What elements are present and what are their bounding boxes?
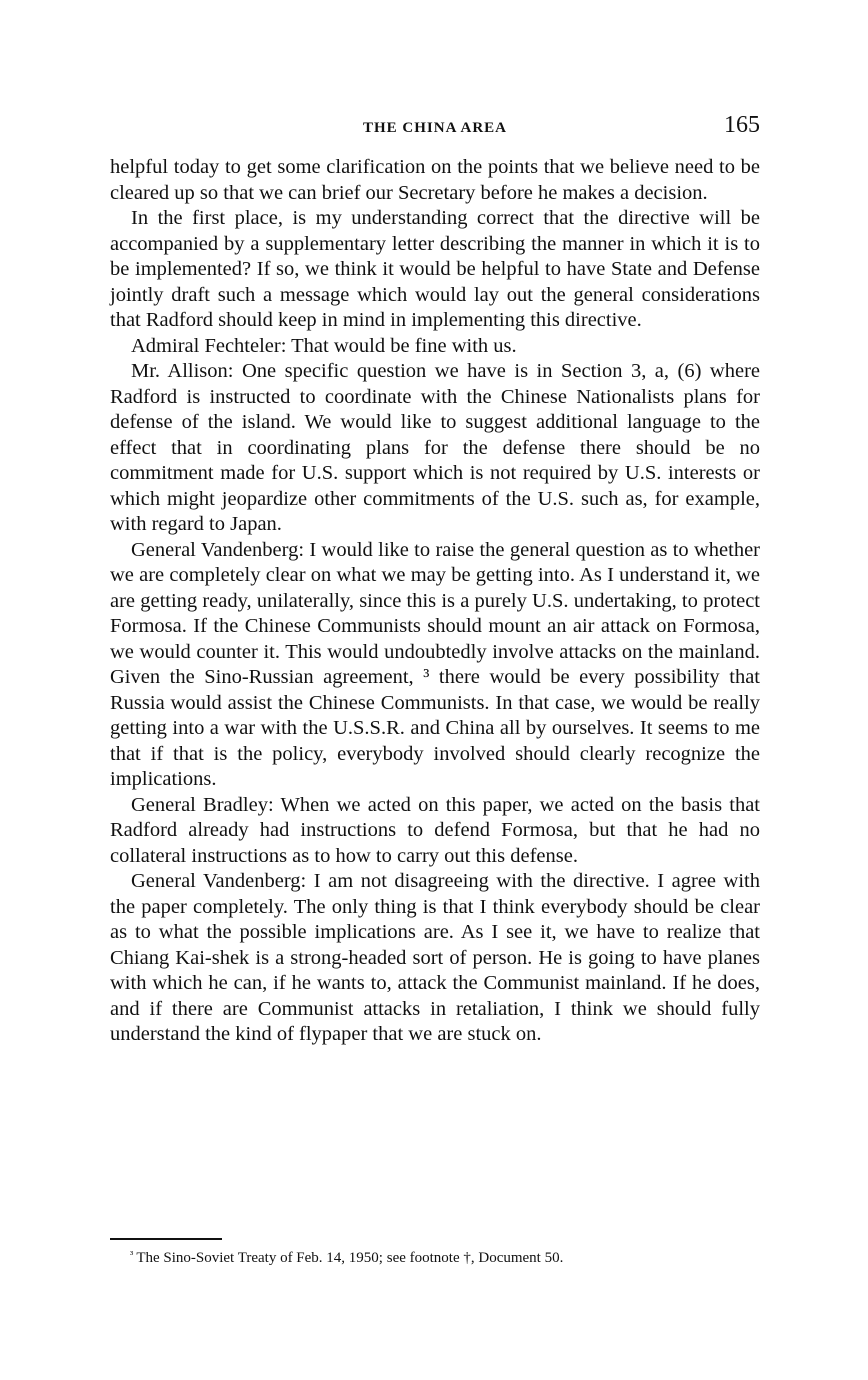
running-title: THE CHINA AREA: [362, 120, 508, 136]
paragraph-allison: Mr. Allison: One specific question we have is in Section 3, a, (6) where Radford is instructed to coordinate with the Chinese Nationalists plans for defense of the island. We would like to suggest additional language to the effect that in coordinating plans for the defense there should be no commitment made for U.S. support which is not required by U.S. interests or which might jeopardize other commitments of the U.S. such as, for example, with regard to Japan.: [110, 360, 760, 535]
page-number: 165: [724, 112, 760, 138]
running-header: [110, 112, 760, 144]
paragraph-vandenberg-implications: General Vandenberg: I am not disagreeing with the directive. I agree with the paper completely. The only thing is that I think everybody should be clear as to what the possible implications are. As I see it, we have to realize that Chiang Kai-shek is a strong-headed sort of person. He is going to have planes with which he can, if he wants to, attack the Communist mainland. If he does, and if there are Communist attacks in retaliation, I think we should fully understand the kind of flypaper that we are stuck on.: [110, 870, 760, 1045]
paragraph-vandenberg-question: General Vandenberg: I would like to raise the general question as to whether we are completely clear on what we may be getting into. As I understand it, we are getting ready, unilaterally, since this is a purely U.S. undertaking, to protect Formosa. If the Chinese Communists should mount an air attack on Formosa, we would counter it. This would undoubtedly involve attacks on the mainland. Given the Sino-Russian agreement, ³ there would be every possibility that Russia would assist the Chinese Communists. In that case, we would be really getting into a war with the U.S.S.R. and China all by ourselves. It seems to me that if that is the policy, everybody involved should clearly recognize the implications.: [110, 538, 760, 790]
paragraph-fechteler: Admiral Fechteler: That would be fine with us.: [131, 334, 517, 357]
footnote: [130, 1248, 760, 1269]
paragraph-bradley: General Bradley: When we acted on this paper, we acted on the basis that Radford already had instructions to defend Formosa, but that he had no collateral instructions as to how to carry out this defense.: [110, 793, 760, 867]
paragraph-implementation-letter: In the first place, is my understanding correct that the directive will be accompanied by a supplementary letter describing the manner in which it is to be implemented? If so, we think it would be helpful to have State and Defense jointly draft such a message which would lay out the general considerations that Radford should keep in mind in implementing this directive.: [110, 207, 760, 331]
footnote-marker: ³: [130, 1249, 134, 1261]
footnote-text: The Sino-Soviet Treaty of Feb. 14, 1950; see footnote †, Document 50.: [136, 1250, 564, 1266]
footnote-divider: [110, 1238, 222, 1240]
body-text: [110, 155, 760, 1048]
paragraph-continuation: helpful today to get some clarification on the points that we believe need to be cleared up so that we can brief our Secretary before he makes a decision.: [110, 156, 760, 204]
